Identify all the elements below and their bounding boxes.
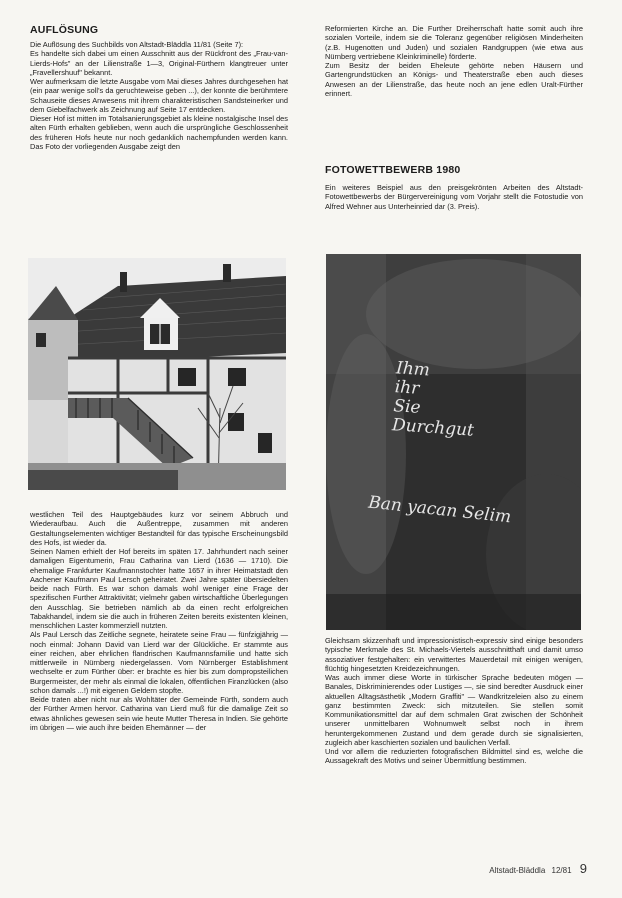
left-top-column (30, 24, 288, 151)
page-number: 9 (579, 861, 587, 876)
paragraph: Es handelte sich dabei um einen Ausschnitt aus der Rückfront des „Frau-van-Lierds-Hofs" an der Lilienstraße 1—3, Original-Fürthern klangtreuer unter „Fravellershuuf" bekannt. (30, 49, 288, 77)
paragraph: Die Auflösung des Suchbilds von Altstadt-Bläddla 11/81 (Seite 7): (30, 40, 244, 49)
right-mid-column (325, 164, 583, 211)
publication-name: Altstadt-Bläddla (489, 866, 546, 875)
right-top-column (325, 24, 583, 98)
paragraph: Was auch immer diese Worte in türkischer Sprache bedeuten mögen — Banales, Diskriminierendes oder Lustiges —, sie sind beredter Ausdruck einer aktuellen Alltagsästhetik „Modern Graffiti" — Wandkritzeleien also zu einem ganz bestimmten Zweck: sich mitzuteilen. Sie stellen somit Kommunikationsmittel dar auf dem schmalen Grat zwischen der Schönheit unserer unmittelbaren Wohnumwelt selbst noch in ihrem heruntergekommenen Zustand und dem gerade durch sie signalisierten, zugleich aber kaschierten sozialen und baulichen Verfall. (325, 673, 583, 747)
paragraph: Als Paul Lersch das Zeitliche segnete, heiratete seine Frau — fünfzigjährig — noch einmal: Johann David van Lierd war der Glückliche. Er stammte aus einer reichen, aber ehrlichen flandrischen Kaufmannsfamilie und hatte sich mittlerweile in Nürnberg niedergelassen. Vom Nürnberger Establishment wechselte er zum Fürther über: er brachte es hier bis zum dompropsteilichen Burgermeister, der mehr als einmal die lokalen, öffentlichen Firanzlücken (also schon damals ...!) mit eigenen Geldern stopfte. (30, 630, 288, 695)
paragraph: westlichen Teil des Hauptgebäudes kurz vor seinem Abbruch und Wiederaufbau. Auch die Außentreppe, zusammen mit anderen Gestaltungselementen wichtiger Bestandteil für das typische Erscheinungsbild des Hofs, ist wieder da. (30, 510, 288, 547)
paragraph: Dieser Hof ist mitten im Totalsanierungsgebiet als kleine nostalgische Insel des alten Fürth erhalten geblieben, wenn auch die ursprüngliche Geschlossenheit des früheren Hofs heute nur noch gedanklich nachempfunden werden kann. Das Foto der vorliegenden Ausgabe zeigt den (30, 114, 288, 151)
issue-number: 12/81 (551, 866, 572, 875)
graffiti-line: Ban yacan Selim (367, 492, 513, 528)
left-bottom-column (30, 510, 288, 732)
graffiti-line: Ihm (395, 358, 431, 381)
paragraph: Zum Besitz der beiden Eheleute gehörte neben Häusern und Gartengrundstücken an Königs- und Theaterstraße eben auch dieses Anwesen an der Lilienstraße, das heute noch an jene edlen Uralt-Fürther erinnert. (325, 61, 583, 98)
paragraph: Ein weiteres Beispiel aus den preisgekrönten Arbeiten des Altstadt-Fotowettbewerbs der Bürgervereinigung vom Vorjahr stellt die Fotostudie von Alfred Wehner aus Unterheinried dar (3. Preis). (325, 183, 583, 211)
graffiti-line: Durchgut (391, 415, 475, 441)
paragraph: Wer aufmerksam die letzte Ausgabe vom Mai dieses Jahres durchgesehen hat (ein paar wenige soll's da geruchteweise geben ...), der konnte die berühmtere Schauseite dieses Anwesens mit ihrem charakteristischen Sandsteinerker und dem Giebelfachwerk als Zeichnung auf Seite 17 entdecken. (30, 77, 288, 114)
graffiti-line: Sie (392, 396, 422, 418)
paragraph: Reformierten Kirche an. Die Further Dreiherrschaft hatte somit auch ihre sozialen Vorteile, indem sie die Toleranz gegenüber religiösen Minderheiten (z.B. Hugenotten und Juden) und sozialen Randgruppen (wie etwa aus Nürnberg vertriebene Kleinkriminelle) förderte. (325, 24, 583, 61)
heading-aufloesung: AUFLÖSUNG (30, 24, 99, 36)
paragraph: Gleichsam skizzenhaft und impressionistisch-expressiv sind einige besonders typische Merkmale des St. Michaels-Viertels ausschnitthaft und damit umso assoziativer festgehalten: ein verwittertes Mauerdetail mit einigen wenigen, flüchtig hingesetzten Kreidezeichnungen. (325, 636, 583, 673)
graffiti-line: ihr (394, 377, 420, 399)
heading-fotowettbewerb: FOTOWETTBEWERB 1980 (325, 164, 461, 176)
paragraph: Seinen Namen erhielt der Hof bereits im späten 17. Jahrhundert nach seiner damaligen Eigentumerin, Frau Catharina van Lierd (1636 — 1710). Die ehemalige Frankfurter Kaufmannstochter hatte 1657 in ihrer Heimatstadt den Aachener Kaufmann Paul Lersch geheiratet. Zwei Jahre später übersiedelten beide nach Fürth. Es war schon damals wohl weniger eine Frage der spezifischen Further Attraktivität; vielmehr gaben wirtschaftliche Überlegungen den Ausschlag. Sie betrieben nämlich ab da einen recht erfolgreichen Tabakhandel, indem sie die auch in früheren Zeiten bereits existenten kleinen, menschlichen Laster kommerziell nutzten. (30, 547, 288, 630)
graffiti-photo (326, 254, 581, 630)
house-photo (28, 258, 286, 490)
paragraph: Und vor allem die reduzierten fotografischen Bildmittel sind es, welche die Aussagekraft des Motivs und seiner Übermittlung bestimmen. (325, 747, 583, 766)
paragraph: Beide traten aber nicht nur als Wohltäter der Gemeinde Fürth, sondern auch der Fürther Armen hervor. Catharina van Lierd muß für die damalige Zeit so etwas ähnliches gewesen sein wie heute Mutter Theresa in Indien. Sie gehörte im übrigen — wie auch ihre beiden Ehemänner — der (30, 695, 288, 732)
page-footer (489, 861, 587, 876)
graffiti-chalk (391, 359, 478, 441)
right-bottom-column (325, 636, 583, 766)
